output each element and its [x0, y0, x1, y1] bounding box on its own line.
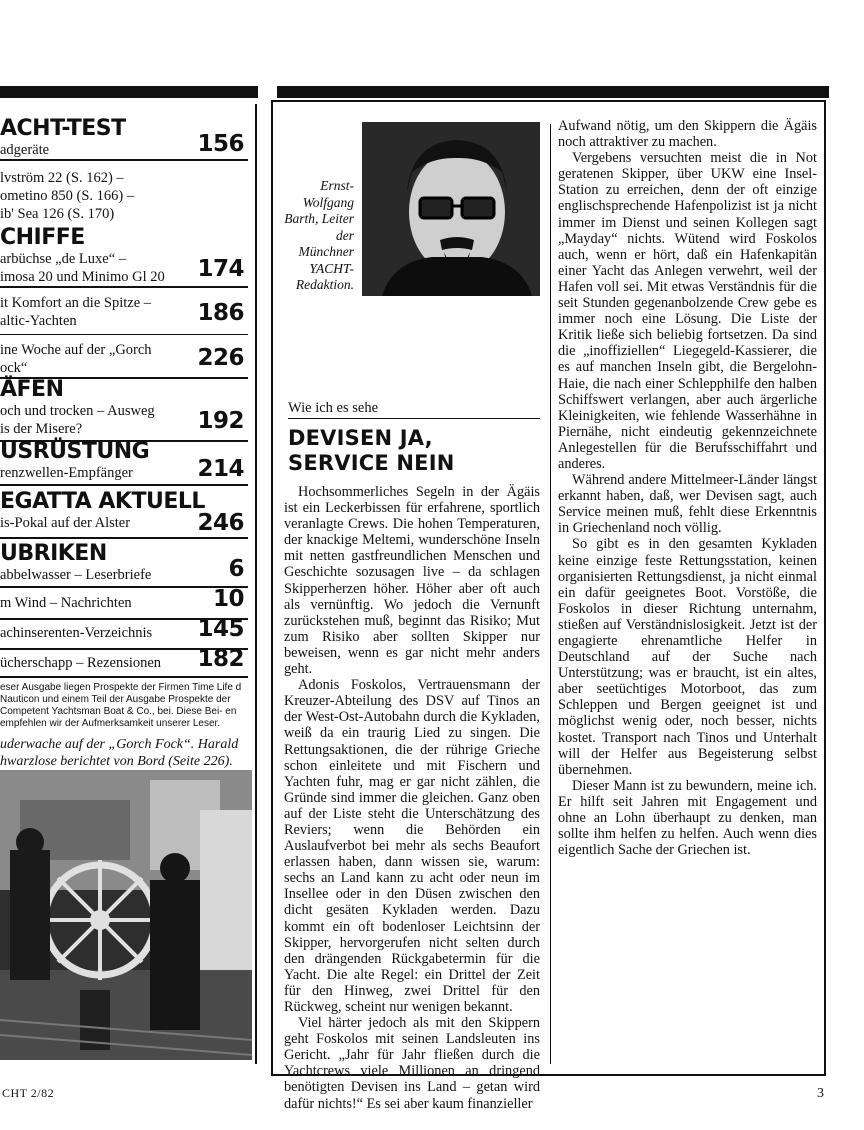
- toc-divider: [0, 537, 248, 539]
- article-body-left: [284, 484, 540, 1112]
- article-paragraph: Dieser Mann ist zu bewundern, meine ich. Er hilft seit Jahren mit Engagement und ohne an Lohn überhaupt zu denken, man sollte ihm helfen zu helfen. Auch wenn dies eigentlich Sache der Griechen ist.: [558, 777, 817, 859]
- toc-section-regatta: [0, 489, 248, 536]
- toc-entry-text: ometino 850 (S. 166) –: [0, 188, 135, 204]
- article-paragraph: Während andere Mittelmeer-Länder längst erkannt haben, daß, wer Devisen sagt, auch Service meinen muß, fehlt diese Erkenntnis in Griechenland noch völlig.: [558, 472, 817, 537]
- toc-page-number: 10: [212, 586, 244, 612]
- toc-entry-text: achinserenten-Verzeichnis: [0, 625, 153, 641]
- toc-entry-text: ock“: [0, 360, 28, 376]
- article-paragraph: So gibt es in den gesamten Kykladen keine einzige feste Rettungsstation, keinen organisierten Rettungsdienst, ja nicht einmal ein dafür geeignetes Boot. Vorstöße, die Foskolos in dieser Richtung unternahm, stießen auf Verständnislosigkeit. Jetzt ist der engagierte ehrenamtliche Helfer in Deutschland auf der Suche nach Unterstützung; was er braucht, ist ein altes, aber seetüchtiges Motorboot, das zum Schleppen und Bergen geeignet ist und möglichst wenig oder, noch besser, nichts kostet. Transport nach Tinos und Unterhalt will der Helfer aus Begeisterung selbst übernehmen.: [558, 536, 817, 778]
- article-headline: DEVISEN JA, SERVICE NEIN: [288, 426, 455, 475]
- insert-notice: eser Ausgabe liegen Prospekte der Firmen Time Life d Nauticon und einem Teil der Ausgabe Prospekte der Competent Yachtsman Boat & Co., bei. Diese Bei- en empfehlen wir der Aufmerksamkeit unserer Leser.: [0, 682, 242, 729]
- toc-page-number: 192: [197, 408, 244, 434]
- toc-entry-text: is der Misere?: [0, 421, 83, 437]
- page-number: 3: [817, 1086, 824, 1101]
- toc-entry-text: ücherschapp – Rezensionen: [0, 655, 162, 671]
- contents-column-rule: [255, 104, 257, 1064]
- toc-divider: [0, 334, 248, 335]
- article-column-rule: [550, 124, 551, 1064]
- toc-entry-buecherschapp: [0, 646, 248, 672]
- photo-caption: uderwache auf der „Gorch Fock“. Harald hwarzlose berichtet von Bord (Seite 226).: [0, 737, 239, 769]
- toc-entry-text: lvström 22 (S. 162) –: [0, 170, 124, 186]
- toc-section-title: EGATTA AKTUELL: [0, 489, 205, 514]
- article-header-bar: [277, 86, 829, 98]
- contents-header-bar: [0, 86, 258, 98]
- toc-entry-text: arbüchse „de Luxe“ –: [0, 251, 127, 267]
- toc-entry-text: imosa 20 und Minimo Gl 20: [0, 269, 165, 285]
- toc-page-number: 145: [197, 616, 244, 642]
- toc-entry-text: ib' Sea 126 (S. 170): [0, 206, 115, 222]
- toc-page-number: 156: [197, 131, 244, 157]
- article-paragraph: Viel härter jedoch als mit den Skippern geht Foskolos mit seinen Landsleuten ins Gericht. „Jahr für Jahr fließen durch die Yachtcrews viele Millionen an dringend benötigten Devisen ins Land – getan wird dafür nichts!“ Es sei aber kaum finanzieller: [284, 1015, 540, 1112]
- ship-deck-photo: [0, 770, 252, 1060]
- toc-divider: [0, 676, 248, 678]
- toc-section-title: CHIFFE: [0, 225, 85, 250]
- author-portrait-photo: [362, 122, 540, 296]
- toc-entry-text: ine Woche auf der „Gorch: [0, 342, 152, 358]
- toc-section-title: UBRIKEN: [0, 541, 107, 566]
- author-caption: Ernst-Wolfgang Barth, Leiter der Münchner YACHT-Redaktion.: [284, 178, 354, 292]
- toc-section-title: ÄFEN: [0, 377, 64, 402]
- toc-entry-text: is-Pokal auf der Alster: [0, 515, 131, 531]
- toc-page-number: 214: [197, 456, 244, 482]
- toc-entry-inserenten: [0, 616, 248, 642]
- toc-divider: [0, 159, 248, 161]
- toc-section-yacht-test: [0, 117, 248, 223]
- toc-entry-text: renzwellen-Empfänger: [0, 465, 133, 481]
- toc-divider: [0, 286, 248, 288]
- toc-section-haefen: [0, 378, 248, 438]
- toc-entry-text: altic-Yachten: [0, 313, 77, 329]
- toc-entry-gorch-fock: [0, 341, 248, 377]
- toc-section-title: USRÜSTUNG: [0, 439, 150, 464]
- toc-page-number: 226: [197, 345, 244, 371]
- toc-section-title: ACHT-TEST: [0, 116, 126, 141]
- toc-entry-baltic: [0, 294, 248, 330]
- column-label: Wie ich es sehe: [288, 400, 540, 419]
- article-body-right: [558, 118, 817, 858]
- author-portrait-image: [362, 122, 540, 296]
- toc-entry-text: och und trocken – Ausweg: [0, 403, 155, 419]
- toc-section-rubriken: [0, 542, 248, 584]
- article-paragraph: Vergebens versuchten meist die in Not geratenen Skipper, über UKW eine Insel-Station zu erreichen, denn der oft einzige englischsprechende Hafenpolizist ist ja nicht immer im Dienst und seinen Kollegen sagt „Mayday“ nichts. Wütend wird Foskolos auch, wenn er hört, daß ein Hafenkapitän einer Yacht das Anlegen verwehrt, weil der Hafen voll sei. Mit etwas Verständnis für die seit Stunden gegenanbolzende Crew gebe es immer noch eine Lösung. Die Liste der Kritik ließe sich beliebig fortsetzen. Da sind die „inoffiziellen“ Liegegeld-Kassierer, die es auf manchen Inseln gibt, die Bergelohn-Haie, die nach einer Schlepphilfe den halben Schiffswert verlangen, aber auch ärgerliche Kleinigkeiten, wie fehlende Wasserhähne in Piernähe, nicht eindeutig gekennzeichnete Anlegestellen für die Berufsschiffahrt und anderes.: [558, 150, 817, 472]
- article-paragraph: Aufwand nötig, um den Skippern die Ägäis noch attraktiver zu machen.: [558, 118, 817, 151]
- magazine-issue-label: CHT 2/82: [2, 1086, 55, 1100]
- toc-page-number: 6: [228, 556, 244, 582]
- toc-entry-text: it Komfort an die Spitze –: [0, 295, 152, 311]
- toc-divider: [0, 484, 248, 486]
- toc-entry-text: m Wind – Nachrichten: [0, 595, 132, 611]
- toc-entry-text: adgeräte: [0, 142, 50, 158]
- article-paragraph: Hochsommerliches Segeln in der Ägäis ist ein Leckerbissen für erfahrene, sportlich veranlagte Crews. Die hohen Temperaturen, der knackige Meltemi, wunderschöne Inseln mit netten gastfreundlichen Menschen und Geschichte sozusagen live – da schlagen Skipperherzen höher. Höher aber oft auch als vernünftig. Wo jedoch die Vernunft zurückstehen muß, beginnt das Risiko; Mut zum Risiko aber sollten Skipper nur beweisen, wenn es gar nicht mehr anders geht.: [284, 484, 540, 678]
- toc-divider: [0, 586, 248, 588]
- toc-section-schiffe: [0, 226, 248, 286]
- ship-deck-photo-image: [0, 770, 252, 1060]
- article-paragraph: Adonis Foskolos, Vertrauensmann der Kreuzer-Abteilung des DSV auf Tinos an der West-Ost-Autobahn durch die Kykladen, weiß da ein traurig Lied zu singen. Die Rettungsaktionen, die der rührige Grieche schon einleitete und mit Fischern und Yachten fuhr, mag er gar nicht zählen, die Gründe sind immer die gleichen. Ganz oben auf der Liste steht die Unterschätzung des Reviers; wenn die Behörden ein Auslaufverbot bei mehr als sechs Beaufort erlassen haben, dann wissen sie, warum: sechs an Land kann zu acht oder neun im Insellee oder in den Düsen zwischen den dicht gesäten Kykladen werden. Dazu kommt ein oft bodenloser Leichtsinn der Skipper, hervorgerufen nicht selten durch den drängenden Rückgabetermin für die Yacht. Die alte Regel: ein Drittel der Zeit für den Hinweg, zwei Drittel für den Rückweg, scheint nur wenigen bekannt.: [284, 677, 540, 1015]
- toc-entry-text: abbelwasser – Leserbriefe: [0, 567, 152, 583]
- toc-page-number: 186: [197, 300, 244, 326]
- toc-page-number: 174: [197, 256, 244, 282]
- toc-section-ausruestung: [0, 440, 248, 482]
- toc-entry-wind: [0, 586, 248, 612]
- toc-page-number: 182: [197, 646, 244, 672]
- toc-page-number: 246: [197, 510, 244, 536]
